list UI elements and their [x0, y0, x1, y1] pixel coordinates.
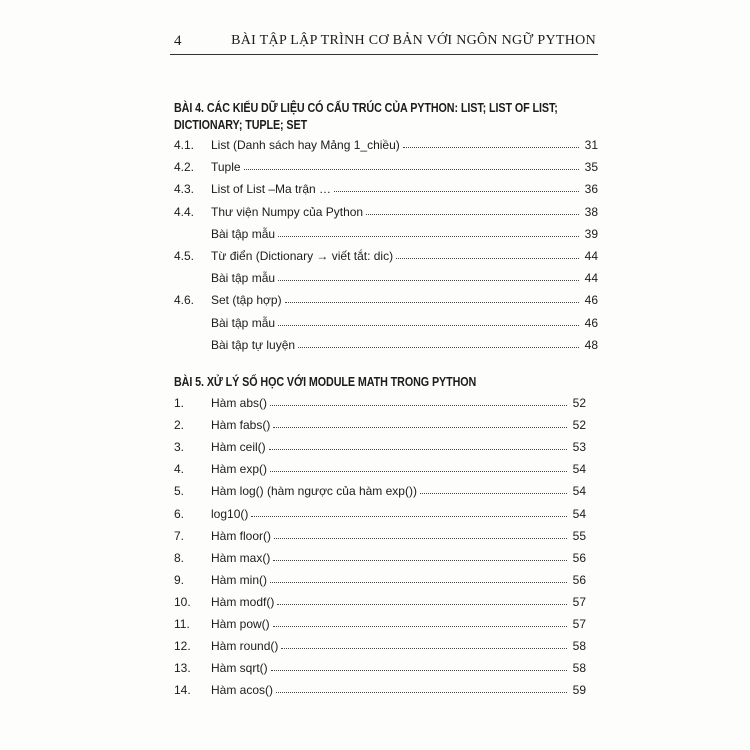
toc-dot-leader — [278, 236, 579, 237]
toc-entry — [211, 594, 586, 610]
toc-entry — [211, 550, 586, 566]
toc-entry-title: Hàm abs() — [211, 396, 268, 410]
toc-entry — [211, 181, 598, 197]
toc-number: 4.2. — [174, 160, 195, 175]
toc-dot-leader — [281, 648, 567, 649]
toc-number: 14. — [174, 683, 191, 698]
toc-entry — [211, 417, 586, 433]
toc-row — [174, 292, 598, 308]
toc-entry-title: List of List –Ma trận … — [211, 182, 332, 197]
toc-dot-leader — [271, 670, 567, 671]
toc-row — [174, 572, 586, 588]
toc-dot-leader — [273, 560, 567, 561]
toc-page-number: 44 — [584, 249, 598, 263]
page-number: 4 — [174, 33, 182, 49]
toc-page-number: 48 — [584, 337, 598, 352]
toc-number: 4.6. — [174, 293, 195, 308]
toc-entry-title: Hàm round() — [211, 639, 279, 654]
toc-number: 13. — [174, 661, 191, 676]
toc-page-number: 54 — [572, 484, 586, 499]
toc-row — [174, 159, 598, 175]
toc-entry — [211, 270, 598, 286]
toc-dot-leader — [278, 325, 579, 326]
toc-row — [174, 137, 598, 153]
toc-page-number: 54 — [572, 506, 586, 521]
toc-entry-title: Hàm pow() — [211, 617, 270, 631]
toc-dot-leader — [298, 347, 579, 348]
toc-page-number: 53 — [572, 440, 586, 455]
toc-page-number: 31 — [584, 138, 598, 152]
toc-page-number: 58 — [572, 661, 586, 676]
toc-entry — [211, 337, 598, 353]
toc-entry — [211, 660, 586, 676]
toc-entry — [211, 572, 586, 588]
toc-number: 12. — [174, 639, 191, 654]
toc-number: 4.3. — [174, 182, 195, 197]
toc-entry-title: Hàm log() (hàm ngược của hàm exp()) — [211, 484, 417, 499]
toc-entry-title: Bài tập tự luyện — [211, 337, 296, 352]
toc-entry-title: Bài tập mẫu — [211, 226, 276, 241]
toc-entry-title: Hàm sqrt() — [211, 661, 268, 676]
toc-row — [174, 461, 586, 477]
toc-entry-title: Hàm floor() — [211, 528, 272, 543]
toc-entry-title: Hàm ceil() — [211, 440, 266, 455]
toc-entry — [211, 461, 586, 477]
toc-row — [174, 417, 586, 433]
toc-row — [174, 616, 586, 632]
section-title-bai4-line1: BÀI 4. CÁC KIỂU DỮ LIỆU CÓ CẤU TRÚC CỦA PYTHON: LIST; LIST OF LIST; — [174, 101, 558, 115]
toc-entry-title: Từ điển (Dictionary → viết tắt: dic) — [211, 249, 394, 263]
toc-entry — [211, 315, 598, 331]
toc-page-number: 52 — [572, 418, 586, 433]
section-title-bai4-line2: DICTIONARY; TUPLE; SET — [174, 118, 308, 132]
toc-row — [174, 337, 598, 353]
toc-entry — [211, 638, 586, 654]
toc-entry-title: Bài tập mẫu — [211, 315, 276, 330]
toc-number: 2. — [174, 418, 185, 433]
toc-number: 10. — [174, 594, 191, 609]
toc-page-number: 36 — [584, 182, 598, 197]
toc-dot-leader — [276, 692, 567, 693]
toc-entry — [211, 292, 598, 308]
toc-entry-title: Hàm acos() — [211, 683, 274, 698]
toc-row — [174, 204, 598, 220]
toc-dot-leader — [244, 169, 579, 170]
toc-entry-title: Thư viện Numpy của Python — [211, 204, 364, 219]
toc-row — [174, 594, 586, 610]
toc-dot-leader — [270, 582, 567, 583]
toc-row — [174, 270, 598, 286]
toc-page-number: 46 — [584, 315, 598, 330]
toc-number: 6. — [174, 506, 185, 521]
header-rule — [170, 54, 598, 55]
toc-entry-title: Hàm exp() — [211, 462, 268, 477]
toc-page-number: 46 — [584, 293, 598, 308]
toc-row — [174, 528, 586, 544]
toc-entry-title: Bài tập mẫu — [211, 271, 276, 286]
toc-entry-title: Hàm min() — [211, 572, 267, 587]
toc-dot-leader — [251, 516, 567, 517]
toc-number: 4.4. — [174, 204, 195, 219]
running-title: BÀI TẬP LẬP TRÌNH CƠ BẢN VỚI NGÔN NGỮ PYTHON — [231, 33, 596, 48]
toc-page-number: 52 — [572, 396, 586, 410]
toc-entry — [211, 159, 598, 175]
toc-page-number: 57 — [572, 617, 586, 631]
toc-row — [174, 550, 586, 566]
toc-row — [174, 483, 586, 499]
page-header — [174, 32, 596, 52]
toc-row — [174, 506, 586, 522]
toc-dot-leader — [285, 302, 579, 303]
toc-entry — [211, 682, 586, 698]
toc-entry-title: List (Danh sách hay Mảng 1_chiều) — [211, 138, 400, 152]
toc-row — [174, 315, 598, 331]
toc-page-number: 38 — [584, 204, 598, 219]
toc-row — [174, 395, 586, 411]
toc-dot-leader — [274, 538, 567, 539]
toc-dot-leader — [277, 604, 567, 605]
toc-row — [174, 226, 598, 242]
toc-dot-leader — [270, 471, 567, 472]
toc-entry — [211, 483, 586, 499]
toc-page-number: 57 — [572, 594, 586, 609]
toc-entry — [211, 137, 598, 153]
toc-number: 4. — [174, 462, 185, 477]
toc-number: 8. — [174, 550, 185, 565]
toc-row — [174, 638, 586, 654]
toc-page-number: 59 — [572, 683, 586, 698]
toc-dot-leader — [269, 449, 567, 450]
toc-dot-leader — [396, 258, 579, 259]
toc-dot-leader — [334, 191, 579, 192]
toc-page-number: 35 — [584, 160, 598, 175]
toc-dot-leader — [403, 147, 579, 148]
toc-entry-title: Hàm fabs() — [211, 418, 271, 433]
toc-page-number: 54 — [572, 462, 586, 477]
toc-dot-leader — [273, 427, 567, 428]
toc-number: 4.1. — [174, 138, 195, 152]
toc-number: 5. — [174, 484, 185, 499]
toc-number: 9. — [174, 572, 185, 587]
toc-entry — [211, 528, 586, 544]
toc-number: 11. — [174, 617, 190, 631]
section-title-bai5: BÀI 5. XỬ LÝ SỐ HỌC VỚI MODULE MATH TRONG PYTHON — [174, 375, 477, 389]
toc-dot-leader — [270, 405, 567, 406]
toc-page-number: 56 — [572, 550, 586, 565]
toc-page-number: 44 — [584, 271, 598, 286]
toc-entry — [211, 204, 598, 220]
toc-entry-title: Tuple — [211, 160, 241, 175]
toc-entry — [211, 395, 586, 411]
toc-dot-leader — [366, 214, 579, 215]
toc-entry — [211, 616, 586, 632]
toc-entry — [211, 439, 586, 455]
toc-entry-title: Set (tập hợp) — [211, 293, 282, 308]
toc-page-number: 56 — [572, 572, 586, 587]
toc-dot-leader — [278, 280, 579, 281]
toc-page-number: 55 — [572, 528, 586, 543]
toc-entry — [211, 506, 586, 522]
toc-entry-title: Hàm max() — [211, 550, 271, 565]
toc-entry-title: log10() — [211, 506, 249, 521]
toc-page-number: 39 — [584, 226, 598, 241]
toc-row — [174, 248, 598, 264]
toc-entry — [211, 248, 598, 264]
toc-number: 3. — [174, 440, 185, 455]
toc-number: 1. — [174, 396, 185, 410]
toc-row — [174, 439, 586, 455]
toc-entry — [211, 226, 598, 242]
toc-row — [174, 682, 586, 698]
toc-entry-title: Hàm modf() — [211, 594, 275, 609]
toc-row — [174, 181, 598, 197]
toc-page-number: 58 — [572, 639, 586, 654]
toc-row — [174, 660, 586, 676]
toc-number: 4.5. — [174, 249, 195, 263]
toc-dot-leader — [420, 493, 567, 494]
toc-dot-leader — [273, 626, 567, 627]
toc-number: 7. — [174, 528, 185, 543]
